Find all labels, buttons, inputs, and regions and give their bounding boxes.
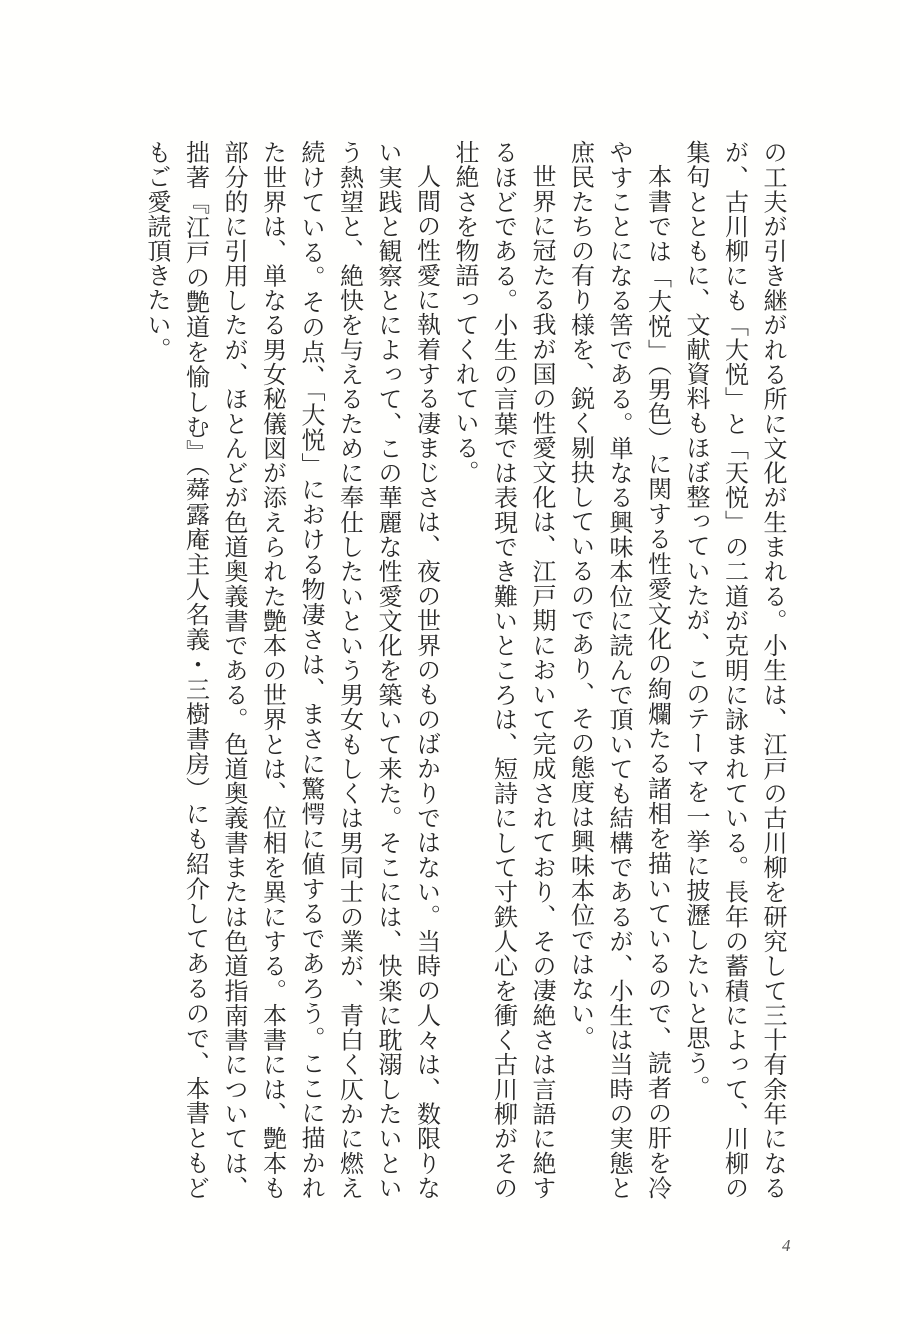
paragraph-4: 人間の性愛に執着する凄まじさは、夜の世界のものばかりではない。当時の人々は、数限りない実践と観察とによって、この華麗な性愛文化を築いて来た。そこには、快楽に耽溺したいという熱望と、絶快を与えるために奉仕したいという男女もしくは男同士の業が、青白く仄かに燃え続けている。その点、「大悦」における物凄さは、まさに驚愕に値するであろう。ここに描かれた世界は、単なる男女秘儀図が添えられた艶本の世界とは、位相を異にする。本書には、艶本も部分的に引用したが、ほとんどが色道奥義書である。色道奥義書または色道指南書については、拙著『江戸の艶道を愉しむ』（蕣露庵主人名義・三樹書房）にも紹介してあるので、本書ともどもご愛読頂きたい。 — [143, 140, 441, 1200]
paragraph-2: 本書では「大悦」（男色）に関する性愛文化の絢爛たる諸相を描いているので、読者の肝を冷やすことになる筈である。単なる興味本位に読んで頂いても結構であるが、小生は当時の実態と庶民たちの有り様を、鋭く剔抉しているのであり、その態度は興味本位ではない。 — [566, 140, 672, 1200]
paragraph-1: の工夫が引き継がれる所に文化が生まれる。小生は、江戸の古川柳を研究して三十有余年になるが、古川柳にも「大悦」と「天悦」の二道が克明に詠まれている。長年の蓄積によって、川柳の集句とともに、文献資料もほぼ整っていたが、このテーマを一挙に披瀝したいと思う。 — [682, 140, 787, 1200]
paragraph-3: 世界に冠たる我が国の性愛文化は、江戸期において完成されており、その凄絶さは言語に絶するほどである。小生の言葉では表現でき難いところは、短詩にして寸鉄人心を衝く古川柳がその壮絶さを物語ってくれている。 — [451, 140, 556, 1200]
page-number: 4 — [782, 1236, 791, 1255]
vertical-text-body — [138, 140, 793, 1200]
